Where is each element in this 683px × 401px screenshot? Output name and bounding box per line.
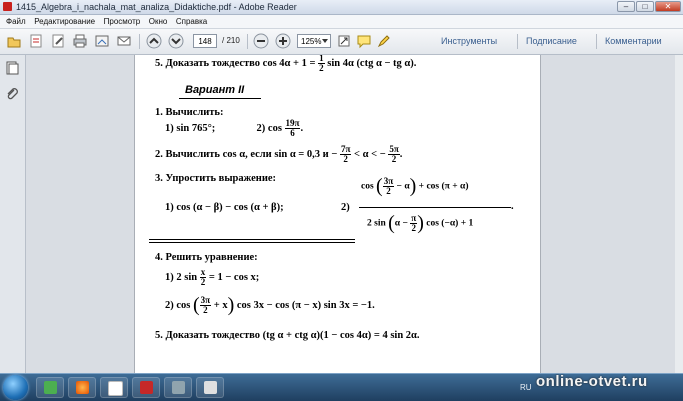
adobe-reader-icon xyxy=(3,2,12,11)
open-icon[interactable] xyxy=(6,33,22,49)
share-icon[interactable] xyxy=(94,33,110,49)
fraction-7pi-2 xyxy=(340,145,351,164)
document-icon xyxy=(108,381,123,396)
task3-den-tail: cos (−α) + 1 xyxy=(426,218,474,229)
fraction-x-2 xyxy=(200,268,207,287)
task3-denominator: 2 sin (α − $\frac{\pi}{2}$ ) cos (−α) + 1 xyxy=(367,212,474,234)
title-bar xyxy=(0,0,683,15)
fraction-19pi-6 xyxy=(285,119,301,138)
task3-title: 3. Упростить выражение: xyxy=(155,173,277,184)
fraction-3pi-2 xyxy=(383,177,394,196)
firefox-icon xyxy=(76,381,89,394)
taskbar-app-4[interactable] xyxy=(132,377,160,398)
email-icon[interactable] xyxy=(116,33,132,49)
zoom-out-icon[interactable] xyxy=(253,33,269,49)
fraction-numerator: x xyxy=(200,267,206,277)
close-button[interactable]: ✕ xyxy=(655,1,681,12)
task1-title: 1. Вычислить: xyxy=(155,107,224,118)
task1-part2: 2) cos xyxy=(256,122,282,134)
task4-part1 xyxy=(165,268,259,287)
variant-underline xyxy=(179,98,261,99)
task4-part1-a: 1) 2 sin xyxy=(165,271,198,283)
task2-period: . xyxy=(399,148,403,160)
fraction-denominator: 2 xyxy=(386,186,391,196)
toolbar-separator xyxy=(139,34,140,49)
task2-line xyxy=(155,145,402,164)
menu-file[interactable]: Файл xyxy=(6,17,26,26)
toolbar-separator xyxy=(596,34,597,49)
create-pdf-icon[interactable] xyxy=(28,33,44,49)
attachments-paperclip-icon[interactable] xyxy=(5,87,19,101)
fraction-numerator: 3π xyxy=(200,295,211,305)
fraction-numerator: 7π xyxy=(340,144,351,154)
task4-part2-a: 2) cos xyxy=(165,299,191,311)
adobe-reader-icon xyxy=(140,381,153,394)
toolbar xyxy=(0,29,683,55)
comment-bubble-icon[interactable] xyxy=(356,33,372,49)
zoom-level-value: 125% xyxy=(301,37,322,46)
app-green-icon xyxy=(44,381,57,394)
task1-line: 1) sin 765°; 2) cos $\frac{19\pi}{6}$ . xyxy=(165,118,304,138)
task3-numerator: cos ( $\frac{3\pi}{2}$ − α) + cos (π + α) xyxy=(361,175,469,197)
window-controls xyxy=(617,1,681,12)
task4-title: 4. Решить уравнение: xyxy=(155,252,258,263)
taskbar-app-3[interactable] xyxy=(100,377,128,398)
page-number-input[interactable]: 148 xyxy=(193,34,217,48)
task1-part1: 1) sin 765°; xyxy=(165,122,216,134)
menu-view[interactable]: Просмотр xyxy=(103,17,141,26)
fraction-denominator: 2 xyxy=(343,154,348,164)
toolbar-separator xyxy=(517,34,518,49)
menu-edit[interactable]: Редактирование xyxy=(34,17,96,26)
chevron-down-icon xyxy=(322,39,328,43)
task3-num-cos: cos xyxy=(361,181,374,192)
fit-page-icon[interactable] xyxy=(336,33,352,49)
fraction-numerator: 1 xyxy=(319,55,324,63)
task3-den-2sin: 2 sin xyxy=(367,218,386,229)
task3-den-alpha: α − xyxy=(394,218,408,229)
zoom-in-icon[interactable] xyxy=(275,33,291,49)
vertical-scrollbar[interactable] xyxy=(675,55,683,373)
app-light-icon xyxy=(204,381,217,394)
watermark-text: online-otvet.ru xyxy=(536,373,648,390)
fraction-3pi-2 xyxy=(200,296,211,315)
fraction-denominator: 2 xyxy=(203,305,208,315)
task3-fraction-bar xyxy=(359,207,511,208)
navigation-pane xyxy=(0,55,26,373)
section-divider xyxy=(149,239,355,243)
task2-text-a: 2. Вычислить cos α, если sin α = 0,3 и − xyxy=(155,148,338,160)
menu-help[interactable]: Справка xyxy=(175,17,208,26)
task5-top-line xyxy=(155,55,416,73)
toolbar-separator xyxy=(247,34,248,49)
edit-document-icon[interactable] xyxy=(50,33,66,49)
fraction-numerator: 3π xyxy=(383,176,394,186)
fraction-denominator: 2 xyxy=(411,223,416,233)
half-fraction xyxy=(318,55,325,73)
zoom-level-select[interactable] xyxy=(297,34,331,48)
fraction-denominator: 2 xyxy=(391,154,397,164)
window-title: 1415_Algebra_i_nachala_mat_analiza_Didaktiche.pdf - Adobe Reader xyxy=(16,2,297,12)
task3-part1 xyxy=(165,202,284,213)
tray-language[interactable]: RU xyxy=(520,383,532,392)
sign-pane-link[interactable]: Подписание xyxy=(526,36,577,46)
variant-heading xyxy=(185,84,244,96)
page-total: / 210 xyxy=(222,36,240,45)
comment-pane-link[interactable]: Комментарии xyxy=(605,36,662,46)
fraction-denominator: 6 xyxy=(290,128,295,138)
task2-text-b: < α < − xyxy=(354,148,386,160)
minimize-button[interactable]: – xyxy=(617,1,635,12)
task4-part2-b: + x xyxy=(213,299,228,311)
maximize-button[interactable]: □ xyxy=(636,1,654,12)
task5-top-text: 5. Доказать тождество cos 4α + 1 = xyxy=(155,57,316,69)
previous-page-icon[interactable] xyxy=(146,33,162,49)
task3-num-tail: + cos (π + α) xyxy=(418,181,469,192)
fraction-denominator: 2 xyxy=(200,277,206,287)
page-thumbnails-icon[interactable] xyxy=(5,61,19,75)
task3-period: . xyxy=(511,201,514,212)
print-icon[interactable] xyxy=(72,33,88,49)
task4-part2: 2) cos ( $\frac{3\pi}{2}$ + x) cos 3x − cos (π − x) sin 3x = −1. xyxy=(165,294,375,316)
taskbar-app-2[interactable] xyxy=(68,377,96,398)
task3-num-minus-alpha: − α xyxy=(396,181,410,192)
fraction-numerator: π xyxy=(411,213,417,223)
next-page-icon[interactable] xyxy=(168,33,184,49)
fraction-5pi-2 xyxy=(388,145,399,164)
taskbar-app-1[interactable] xyxy=(36,377,64,398)
fraction-denominator: 2 xyxy=(319,63,324,73)
task3-part2-label: 2) xyxy=(341,202,350,213)
start-button[interactable] xyxy=(3,375,28,400)
menu-bar xyxy=(0,15,683,29)
task3-part1-text: 1) cos (α − β) − cos (α + β); xyxy=(165,202,284,213)
fraction-numerator: 19π xyxy=(285,118,300,128)
menu-window[interactable]: Окно xyxy=(148,17,168,26)
task4-part1-b: = 1 − cos x; xyxy=(208,271,260,283)
task4-part2-c: cos 3x − cos (π − x) sin 3x = −1. xyxy=(236,299,375,311)
highlighter-icon[interactable] xyxy=(376,33,392,49)
taskbar-app-6[interactable] xyxy=(196,377,224,398)
tools-pane-link[interactable]: Инструменты xyxy=(441,36,498,46)
taskbar-app-5[interactable] xyxy=(164,377,192,398)
app-gray-icon xyxy=(172,381,185,394)
fraction-numerator: 5π xyxy=(389,144,399,154)
pdf-page[interactable] xyxy=(134,55,541,373)
variant-heading-text: Вариант II xyxy=(185,84,245,96)
task5-top-tail: sin 4α (ctg α − tg α). xyxy=(327,57,417,69)
task5-line: 5. Доказать тождество (tg α + ctg α)(1 − cos 4α) = 4 sin 2α. xyxy=(155,330,420,341)
